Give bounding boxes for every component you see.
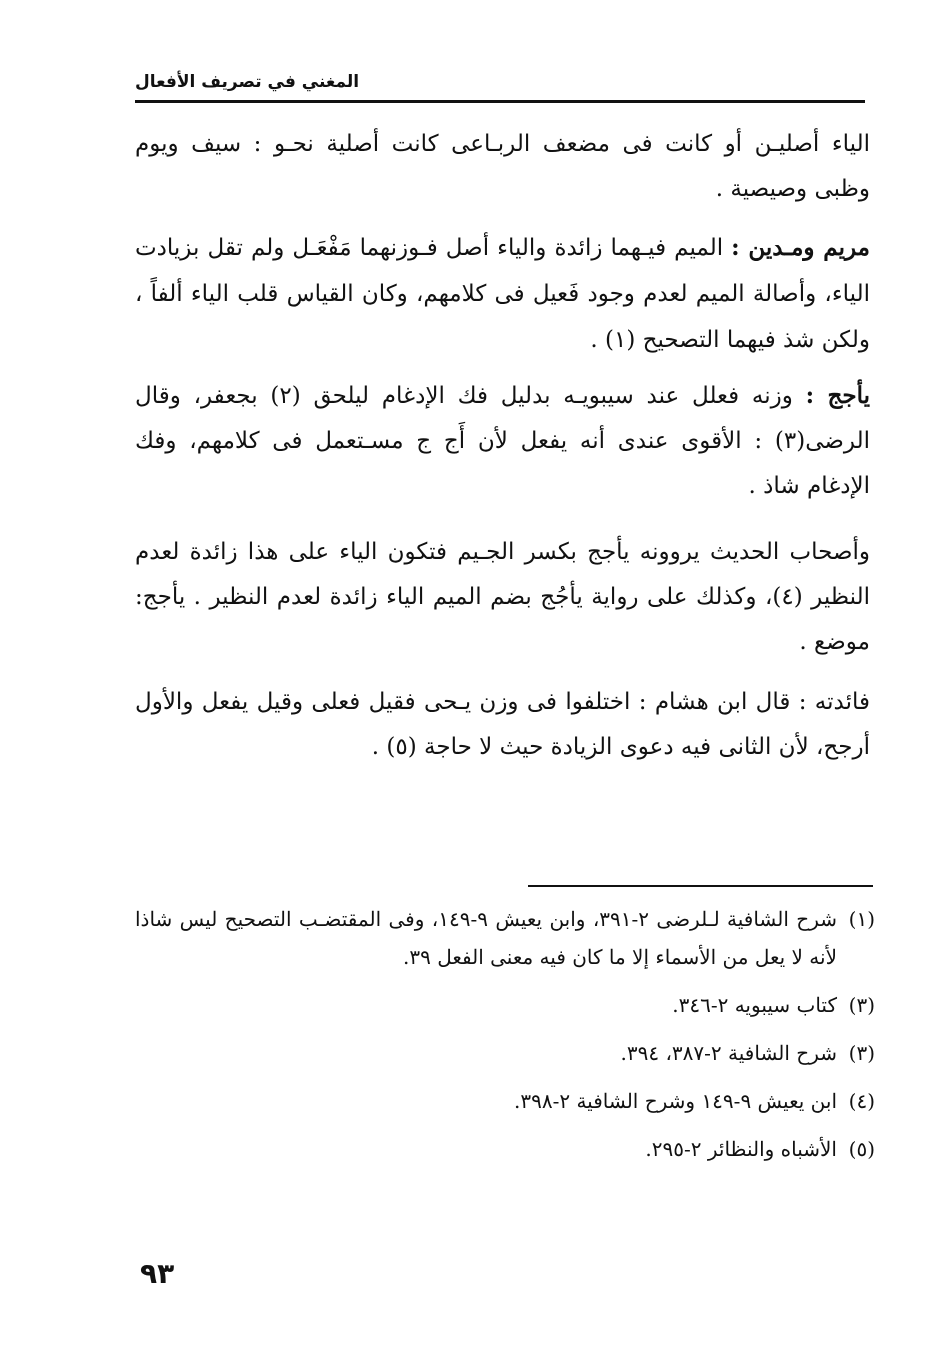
footnote-text: كتاب سيبويه ٢-٣٤٦.	[672, 993, 837, 1017]
paragraph-5-text: فائدته : قال ابن هشام : اختلفوا فى وزن يـحى فقيل فعلى وقيل يفعل والأول أرجح، لأن الثانى فيه دعوى الزيادة حيث لا حاجة (٥) .	[135, 689, 870, 760]
footnote-number: (٣)	[848, 993, 875, 1017]
paragraph-3	[135, 373, 870, 509]
paragraph-2	[135, 225, 870, 363]
paragraph-3-lead: يأجج :	[805, 382, 870, 409]
paragraph-5	[135, 680, 870, 770]
paragraph-3-text: وزنه فعلل عند سيبويـه بدليل فك الإدغام ليلحق (٢) بجعفر، وقال الرضى(٣) : الأقوى عندى أنه يفعل لأن أَج ج مسـتعمل فى كلامهم، وفك الإدغام شاذ .	[135, 383, 870, 499]
footnote	[135, 900, 875, 976]
footnotes	[135, 900, 875, 1178]
page-number: ٩٣	[140, 1257, 175, 1290]
footnote-rule	[528, 885, 873, 887]
footnote-number: (١)	[848, 907, 875, 931]
footnote	[135, 1034, 875, 1072]
running-title: المغني في تصريف الأفعال	[135, 72, 360, 92]
paragraph-4-text: وأصحاب الحديث يروونه يأجج بكسر الجـيم فتكون الياء على هذا زائدة لعدم النظير (٤)، وكذلك على رواية يأجُج بضم الميم الياء زائدة لعدم النظير . يأجج: موضع .	[135, 539, 870, 655]
running-head	[135, 72, 865, 92]
footnote-number: (٤)	[848, 1089, 875, 1113]
footnote-text: شرح الشافية لـلرضى ٢-٣٩١، وابن يعيش ٩-١٤٩، وفى المقتضـب التصحيح ليس شاذا لأنه لا يعل من الأسماء إلا ما كان فيه معنى الفعل ٣٩.	[135, 907, 837, 969]
paragraph-2-lead: مريم ومـدين :	[731, 234, 870, 261]
footnote	[135, 1130, 875, 1168]
footnote-text: الأشباه والنظائر ٢-٢٩٥.	[645, 1137, 837, 1161]
footnote-number: (٣)	[848, 1041, 875, 1065]
footnote	[135, 1082, 875, 1120]
paragraph-4	[135, 530, 870, 665]
header-rule	[135, 100, 865, 103]
footnote-number: (٥)	[848, 1137, 875, 1161]
paragraph-2-body	[135, 225, 870, 363]
footnote-text: شرح الشافية ٢-٣٨٧، ٣٩٤.	[620, 1041, 837, 1065]
paragraph-1-text: الياء أصليـن أو كانت فى مضعف الربـاعى كانت أصلية نحـو : سيف ويوم وظبى وصيصية .	[135, 131, 870, 202]
paragraph-1	[135, 122, 870, 212]
footnote-text: ابن يعيش ٩-١٤٩ وشرح الشافية ٢-٣٩٨.	[513, 1089, 837, 1113]
paragraph-3-body	[135, 373, 870, 509]
footnote	[135, 986, 875, 1024]
paragraph-2-text: الميم فيـهما زائدة والياء أصل فـوزنهما مَفْعَـل ولم تقل بزيادت الياء، وأصالة الميم لعدم وجود فَعيل فى كلامهم، وكان القياس قلب الياء ألفاً ، ولكن شذ فيهما التصحيح (١) .	[135, 235, 870, 353]
